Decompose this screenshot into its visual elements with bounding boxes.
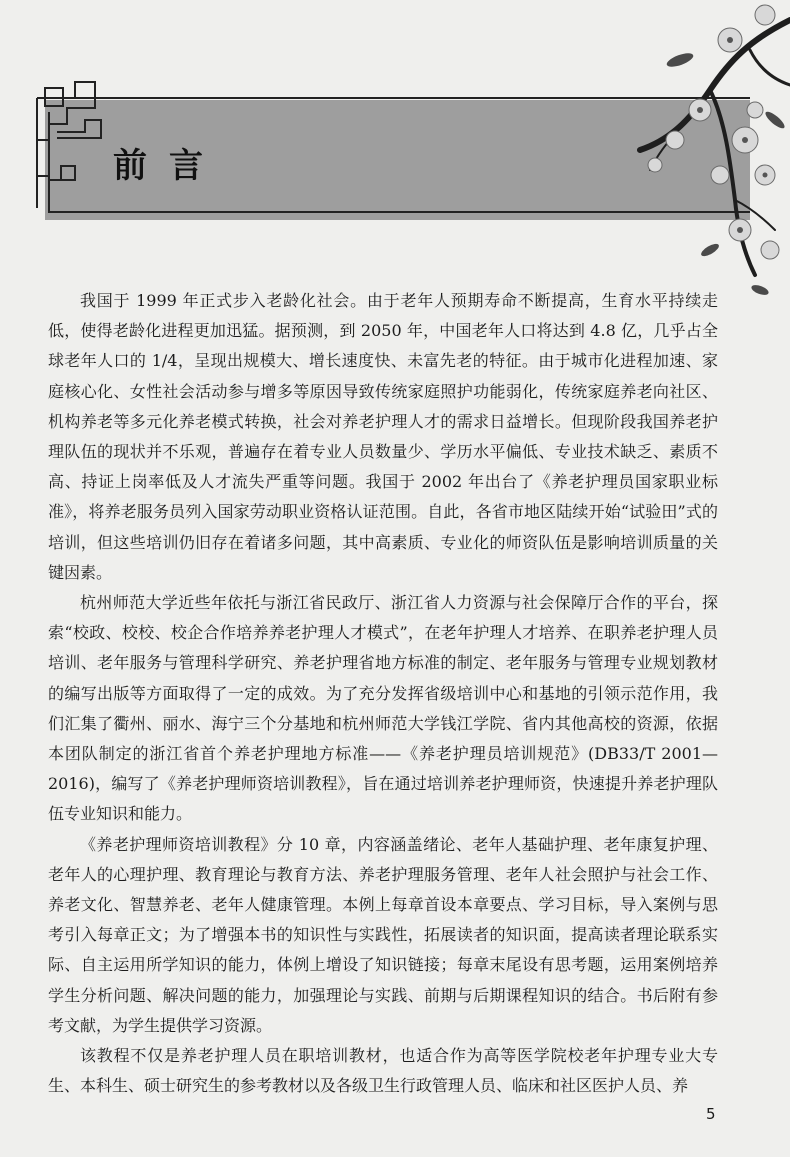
paragraph-1: 我国于 1999 年正式步入老龄化社会。由于老年人预期寿命不断提高，生育水平持续走低，使得老龄化进程更加迅猛。据预测，到 2050 年，中国老年人口将达到 4.8 亿，几乎占全球老年人口的 1/4，呈现出规模大、增长速度快、未富先老的特征。由于城市化进程加速、家庭核心化、女性社会活动参与增多等原因导致传统家庭照护功能弱化，传统家庭养老向社区、机构养老等多元化养老模式转换，社会对养老护理人才的需求日益增长。但现阶段我国养老护理队伍的现状并不乐观，普遍存在着专业人员数量少、学历水平偏低、专业技术缺乏、素质不高、持证上岗率低及人才流失严重等问题。我国于 2002 年出台了《养老护理员国家职业标准》，将养老服务员列入国家劳动职业资格认证范围。自此，各省市地区陆续开始“试验田”式的培训，但这些培训仍旧存在着诸多问题，其中高素质、专业化的师资队伍是影响培训质量的关键因素。	[48, 291, 718, 582]
cherry-blossom-illustration	[560, 0, 790, 300]
chapter-title: 前言	[113, 146, 225, 186]
preface-body	[48, 286, 718, 1101]
paragraph-4: 该教程不仅是养老护理人员在职培训教材，也适合作为高等医学院校老年护理专业大专生、本科生、硕士研究生的参考教材以及各级卫生行政管理人员、临床和社区医护人员、养	[48, 1046, 718, 1096]
paragraph-3: 《养老护理师资培训教程》分 10 章，内容涵盖绪论、老年人基础护理、老年康复护理、老年人的心理护理、教育理论与教育方法、养老护理服务管理、老年人社会照护与社会工作、养老文化、智慧养老、老年人健康管理。本例上每章首设本章要点、学习目标，导入案例与思考引入每章正文；为了增强本书的知识性与实践性，拓展读者的知识面，提高读者理论联系实际、自主运用所学知识的能力，体例上增设了知识链接；每章末尾设有思考题，运用案例培养学生分析问题、解决问题的能力，加强理论与实践、前期与后期课程知识的结合。书后附有参考文献，为学生提供学习资源。	[48, 834, 718, 1035]
paragraph-2: 杭州师范大学近些年依托与浙江省民政厅、浙江省人力资源与社会保障厅合作的平台，探索“校政、校校、校企合作培养养老护理人才模式”，在老年护理人才培养、在职养老护理人员培训、老年服务与管理科学研究、养老护理省地方标准的制定、老年服务与管理专业规划教材的编写出版等方面取得了一定的成效。为了充分发挥省级培训中心和基地的引领示范作用，我们汇集了衢州、丽水、海宁三个分基地和杭州师范大学钱江学院、省内其他高校的资源，依据本团队制定的浙江省首个养老护理地方标准——《养老护理员培训规范》(DB33/T 2001—2016)，编写了《养老护理师资培训教程》，旨在通过培训养老护理师资，快速提升养老护理队伍专业知识和能力。	[48, 593, 718, 824]
page-number: 5	[706, 1105, 716, 1123]
